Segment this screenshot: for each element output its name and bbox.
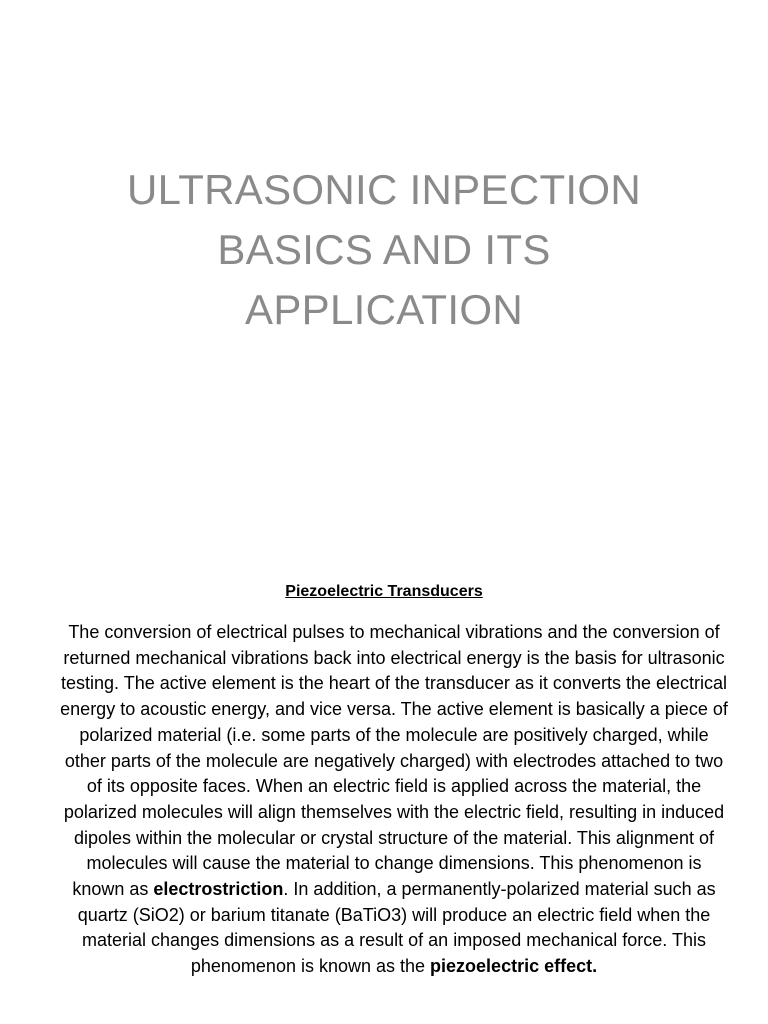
document-title: ULTRASONIC INPECTION BASICS AND ITS APPLICATION: [127, 166, 641, 333]
body-paragraph: [58, 620, 730, 980]
term-electrostriction: electrostriction: [153, 879, 284, 900]
paragraph-text-part2: . In addition, a permanently-polarized material such as quartz (SiO2) or barium titanate (BaTiO3) will produce an electric field when the material changes dimensions as a result of an imposed mechanical force. This phenomenon is known as the: [77, 879, 716, 977]
section-heading: Piezoelectric Transducers: [285, 583, 483, 600]
paragraph-text-part1: The conversion of electrical pulses to mechanical vibrations and the conversion of returned mechanical vibrations back into electrical energy is the basis for ultrasonic testing. The active element is the heart of the transducer as it converts the electrical energy to acoustic energy, and vice versa. The active element is basically a piece of polarized material (i.e. some parts of the molecule are positively charged, while other parts of the molecule are negatively charged) with electrodes attached to two of its opposite faces. When an electric field is applied across the material, the polarized molecules will align themselves with the electric field, resulting in induced dipoles within the molecular or crystal structure of the material. This alignment of molecules will cause the material to change dimensions. This phenomenon is known as: [60, 622, 728, 900]
term-piezoelectric-effect: piezoelectric effect.: [430, 956, 598, 977]
